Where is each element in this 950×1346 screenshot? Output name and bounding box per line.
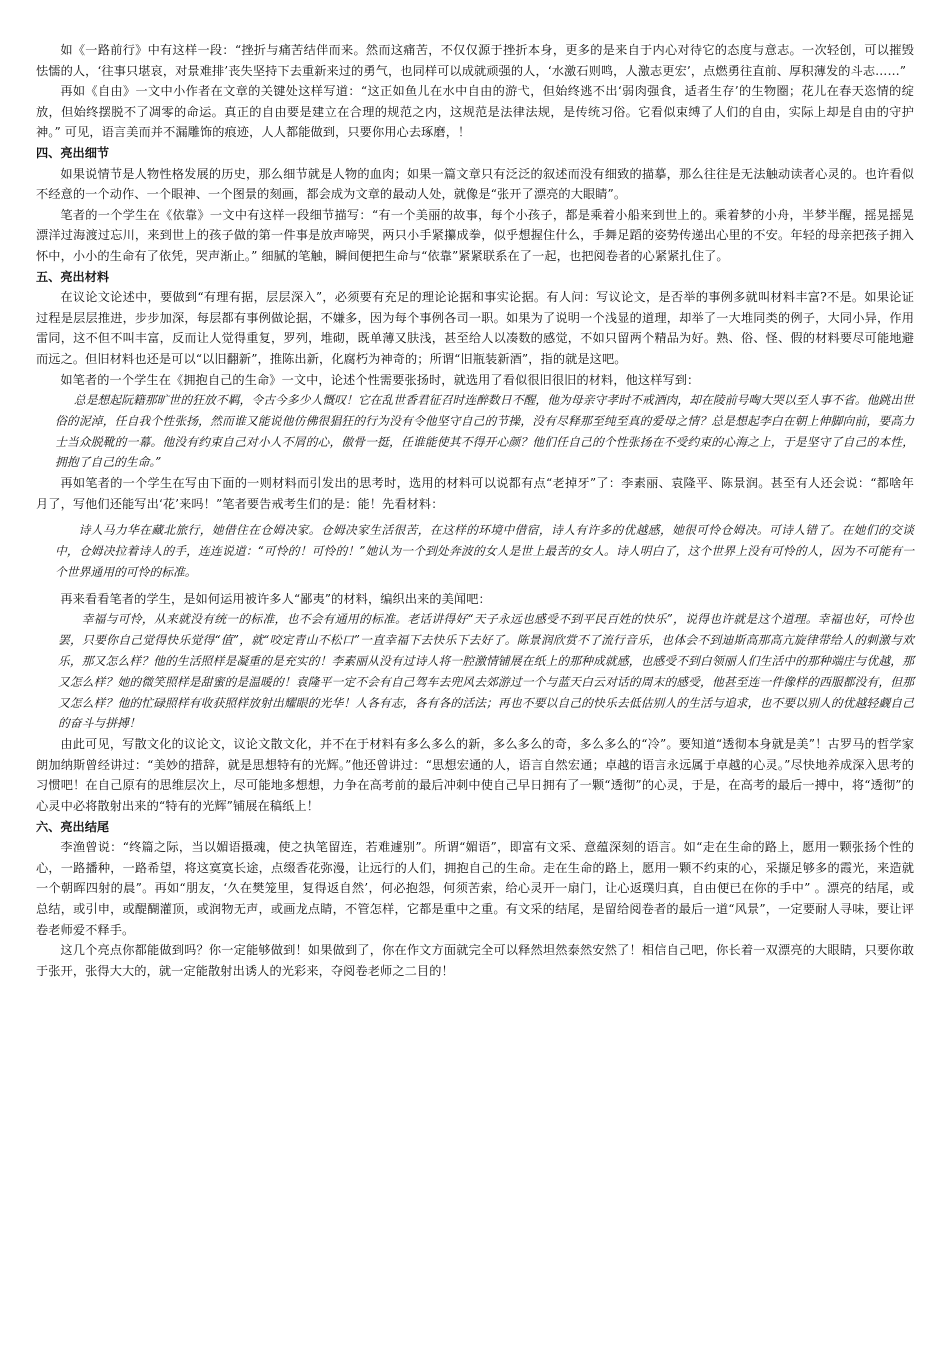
para-yilu-qianxing: 如《一路前行》中有这样一段：“挫折与痛苦结伴而来。然而这痛苦，不仅仅源于挫折本身，更多的是来自于内心对待它的态度与意志。一次轻创，可以摧毁怯懦的人，‘往事只堪哀，对景难排’丧失坚持下去重新来过的勇气，也同样可以成就顽强的人，‘水激石则鸣，人激志更宏’，点燃勇往直前、厚积薄发的斗志……” [36,43,914,78]
para-conclusion: 这几个亮点你都能做到吗？你一定能够做到！如果做到了，你在作文方面就完全可以释然坦然泰然安然了！相信自己吧，你长着一双漂亮的大眼睛，只要你敢于张开，张得大大的，就一定能散射出诱人的光彩来，夺阅卷老师之二目的！ [36,943,914,978]
para-laodiaoya: 再如笔者的一个学生在写由下面的一则材料而引发出的思考时，选用的材料可以说都有点“老掉牙”了：李素丽、袁隆平、陈景润。甚至有人还会说：“都啥年月了，写他们还能写出‘花’来吗！”笔者要告戒考生们的是：能！先看材料： [36,476,914,511]
quote-ruanji: 总是想起阮籍那旷世的狂放不羁，令古今多少人慨叹！它在乱世香君征召时连醉数日不醒，他为母亲守孝时不戒酒肉，却在陵前号啕大哭以至人事不省。他跳出世俗的泥淖，任自我个性张扬，然而谁又能说他仿佛很猖狂的行为没有令他坚守自己的节操，没有尽释那至纯至真的爱母之情？总是想起李白在朝上伸脚向前，要高力士当众脱靴的一幕。他没有约束自己对小人不屑的心，傲骨一挺，任谁能使其不得开心颜？他们任自己的个性张扬在不受约束的心海之上，于是坚守了自己的本性，拥抱了自己的生命。” [55,393,914,470]
para-ziyou: 再如《自由》一文中小作者在文章的关键处这样写道：“这正如鱼儿在水中自由的游弋，但始终逃不出‘弱肉强食，适者生存’的生物圈；花儿在春天恣情的绽放，但始终摆脱不了凋零的命运。真正的自由要是建立在合理的规范之内，这规范是法律法规，是传统习俗。它看似束缚了人们的自由，实际上却是自由的守护神。” 可见，语言美而并不漏雕饰的痕迹，人人都能做到，只要你用心去琢磨，！ [36,84,914,140]
para-liyu: 李渔曾说：“终篇之际，当以媚语摄魂，使之执笔留连，若难遽别”。所谓“媚语”，即富有文采、意蕴深刻的语言。如“走在生命的路上，愿用一颗张扬个性的心，一路播种，一路希望，将这寞寞长途，点缀香花弥漫，让远行的人们，拥抱自己的生命。走在生命的路上，愿用一颗不约束的心，采撷足够多的霞光，来造就一个朝晖四射的晨”。再如“朋友，‘久在樊笼里，复得返自然’，何必抱怨，何须苦索，给心灵开一扇门，让心返璞归真，自由便已在你的手中” 。漂亮的结尾，或总结，或引申，或醍醐灌顶，或润物无声，或画龙点睛，不管怎样，它都是重中之重。有文采的结尾，是留给阅卷者的最后一道“风景”，一定要耐人寻味，要让评卷老师爱不释手。 [36,840,914,937]
quote-cangmu: 诗人马力华在藏北旅行，她借住在仓姆决家。仓姆决家生活很苦，在这样的环境中借宿，诗人有许多的优越感，她很可怜仓姆决。可诗人错了。在她们的交谈中，仓姆决拉着诗人的手，连连说道：“可怜的！可怜的！”她认为一个到处奔波的女人是世上最苦的女人。诗人明白了，这个世界上没有可怜的人，因为不可能有一个世界通用的可怜的标准。 [55,523,914,580]
heading-section-5: 五、亮出材料 [36,269,110,284]
para-yikao: 笔者的一个学生在《依靠》一文中有这样一段细节描写：“有一个美丽的故事，每个小孩子，都是乘着小船来到世上的。乘着梦的小舟，半梦半醒，摇晃摇晃漂洋过海渡过忘川，来到世上的孩子做的第一件事是放声啼哭，两只小手紧攥成拳，似乎想握住什么，手舞足蹈的姿势传递出心里的不安。年轻的母亲把孩子拥入怀中，小小的生命有了依凭，哭声渐止。” 细腻的笔触，瞬间便把生命与“依靠”紧紧联系在了一起，也把阅卷者的心紧紧扎住了。 [36,207,914,263]
quote-xingfu: 幸福与可怜，从来就没有统一的标准，也不会有通用的标准。老话讲得好“天子永远也感受不到平民百姓的快乐”，说得也许就是这个道理。幸福也好，可怜也罢，只要你自己觉得快乐觉得“值”，就“咬定青山不松口”一直幸福下去快乐下去好了。陈景润欣赏不了流行音乐，也体会不到迪斯高那高亢旋律带给人的刺激与欢乐，那又怎么样？他的生活照样是凝重的是充实的！李素丽从没有过诗人将一腔激情铺展在纸上的那种成就感，也感受不到白领丽人们生活中的那种端庄与优越，那又怎么样？她的微笑照样是甜蜜的是温暖的！袁隆平一定不会有自己驾车去兜风去郊游过一个与蓝天白云对话的周末的感受，他甚至连一件像样的西服都没有，但那又怎么样？他的忙碌照样有收获照样放射出耀眼的光华！人各有志，各有各的活法；再也不要以自己的快乐去低估别人的生活与追求，也不要以别人的优越轻觑自己的奋斗与拼搏！ [58,612,914,731]
para-xijie-intro: 如果说情节是人物性格发展的历史，那么细节就是人物的血肉；如果一篇文章只有泛泛的叙述而没有细致的描摹，那么往往是无法触动读者心灵的。也许看似不经意的一个动作、一个眼神、一个图景的刻画，都会成为文章的最动人处，就像是“张开了漂亮的大眼睛”。 [36,166,914,202]
heading-section-6: 六、亮出结尾 [36,819,110,834]
heading-section-4: 四、亮出细节 [36,145,110,160]
para-touche: 由此可见，写散文化的议论文，议论文散文化，并不在于材料有多么多么的新，多么多么的奇，多么多么的“冷”。要知道“透彻本身就是美”！古罗马的哲学家朗加纳斯曾经讲过：“美妙的措辞，就是思想特有的光辉。”他还曾讲过：“思想宏通的人，语言自然宏通；卓越的语言永远属于卓越的心灵。”尽快地养成深入思考的习惯吧！在自己原有的思维层次上，尽可能地多想想，力争在高考前的最后冲刺中使自己早日拥有了一颗“透彻”的心灵，于是，在高考的最后一搏中，将“透彻”的心灵中必将散射出来的“特有的光辉”铺展在稿纸上！ [36,737,914,814]
para-cailiao-intro: 在议论文论述中，要做到“有理有据，层层深入”，必须要有充足的理论论据和事实论据。有人问：写议论文，是否举的事例多就叫材料丰富?不是。如果论证过程是层层推进，步步加深，每层都有事例做论据，不嫌多，因为每个事例各司一职。如果为了说明一个浅显的道理，却举了一大堆同类的例子，大同小异，作用雷同，这不但不叫丰富，反而让人觉得重复，罗列，堆砌，既单薄又肤浅，甚至给人以凑数的感觉，不如只留两个精品为好。熟、俗、怪、假的材料要尽可能地避而远之。但旧材料也还是可以“以旧翻新”，推陈出新，化腐朽为神奇的；所谓“旧瓶装新酒”，指的就是这吧。 [36,290,914,366]
para-bianzhi: 再来看看笔者的学生，是如何运用被许多人“鄙夷”的材料，编织出来的美闻吧： [60,591,491,606]
para-yongbao-intro: 如笔者的一个学生在《拥抱自己的生命》一文中，论述个性需要张扬时，就选用了看似很旧很旧的材料，他这样写到： [60,372,700,387]
